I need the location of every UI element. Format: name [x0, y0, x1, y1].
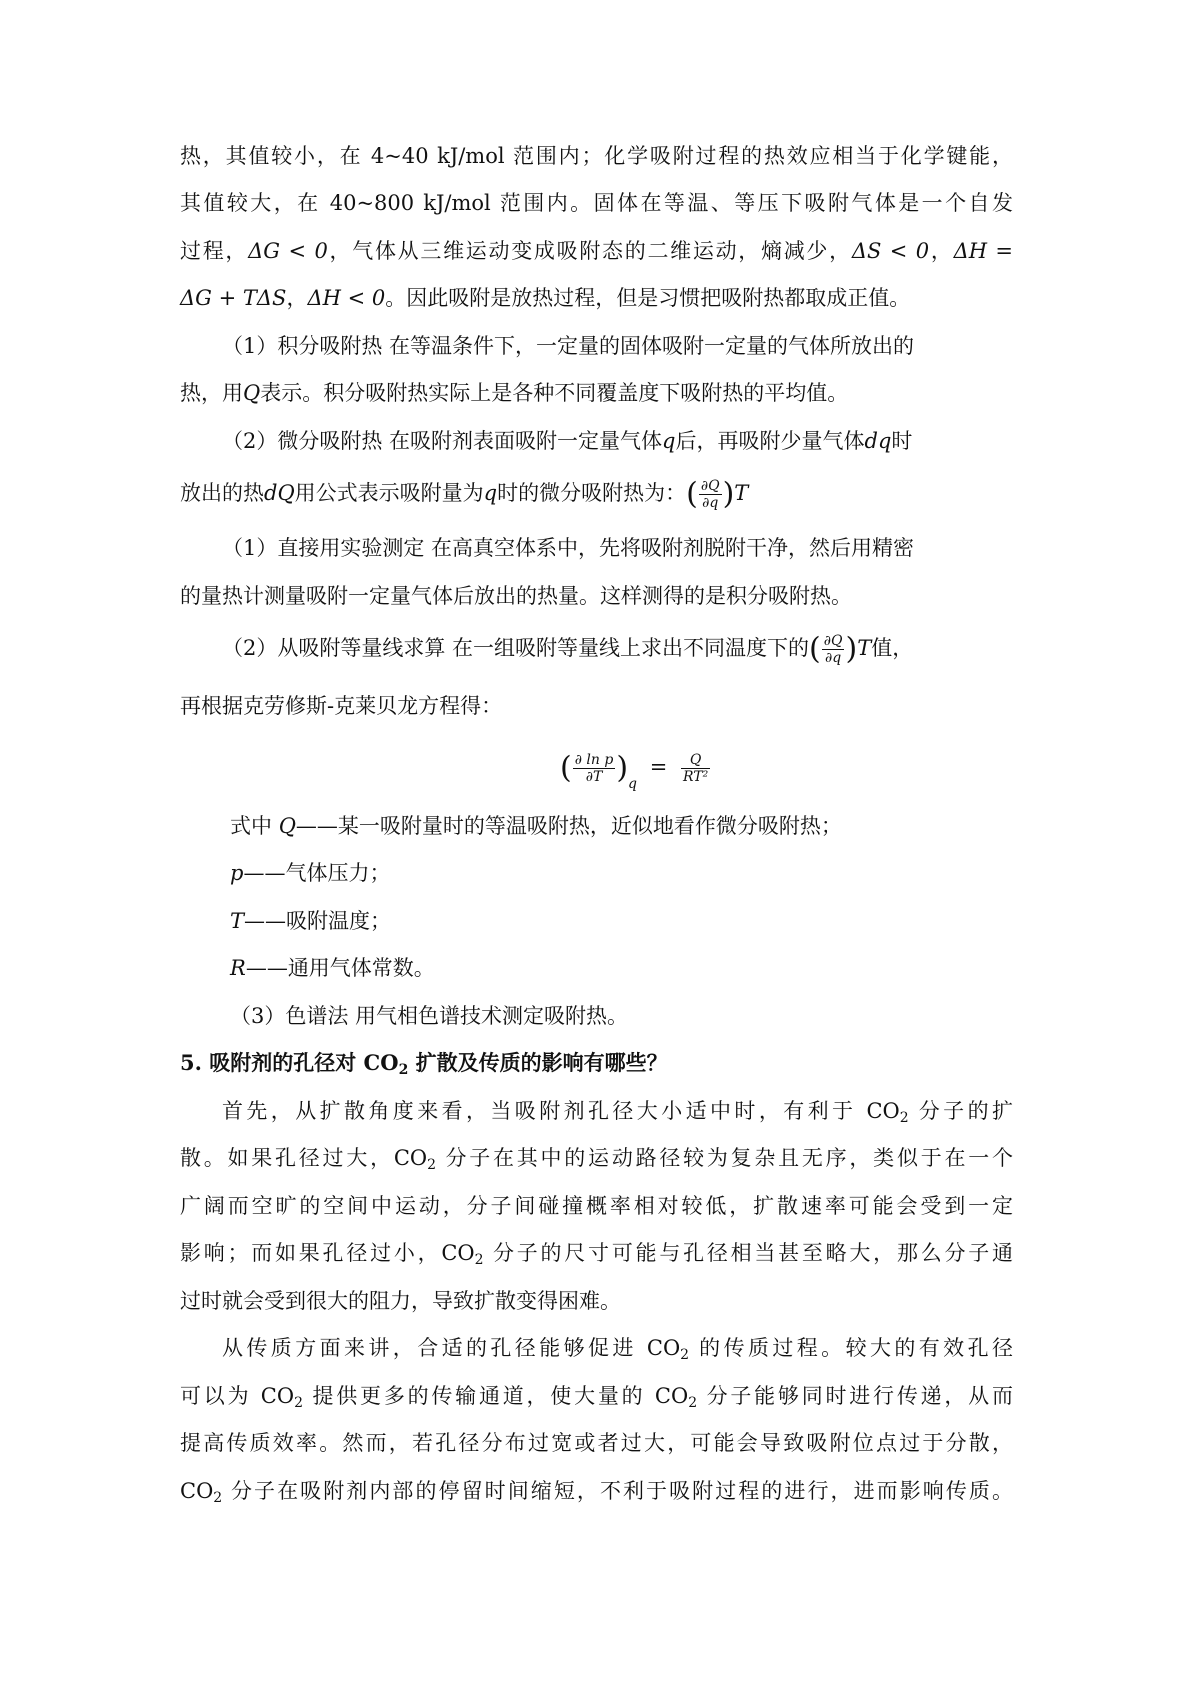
- text-span: ，气体从三维运动变成吸附态的二维运动，熵减少，: [327, 239, 852, 263]
- text-span: 过程，: [180, 239, 249, 263]
- text-line: [222, 425, 1013, 457]
- math-fraction: [573, 752, 616, 785]
- text-line: [180, 1380, 1013, 1412]
- math-inline: dq: [864, 429, 892, 453]
- text-span: 5. 吸附剂的孔径对 CO: [180, 1050, 399, 1075]
- text-span: 分子的扩: [908, 1099, 1013, 1123]
- text-span: （2）微分吸附热 在吸附剂表面吸附一定量气体: [222, 429, 663, 453]
- text-line: [230, 857, 1013, 889]
- text-span: 表示。积分吸附热实际上是各种不同覆盖度下吸附热的平均值。: [260, 381, 849, 405]
- text-span: 分子在其中的运动路径较为复杂且无序，类似于在一个: [436, 1146, 1013, 1170]
- text-span: ，: [286, 286, 308, 310]
- text-line: [230, 905, 1013, 937]
- math-inline: dQ: [264, 481, 295, 505]
- text-span: 热，用: [180, 381, 243, 405]
- subscript: 2: [294, 1395, 304, 1411]
- text-span: （3）色谱法 用气相色谱技术测定吸附热。: [230, 1004, 629, 1028]
- text-span: 可以为 CO: [180, 1384, 295, 1408]
- text-span: 。因此吸附是放热过程，但是习惯把吸附热都取成正值。: [385, 286, 911, 310]
- text-span: 其值较大，在 40~800 kJ/mol 范围内。固体在等温、等压下吸附气体是一个自发: [180, 191, 1013, 215]
- text-span: 再根据克劳修斯-克莱贝龙方程得：: [180, 694, 503, 718]
- text-span: 热，其值较小，在 4~40 kJ/mol 范围内；化学吸附过程的热效应相当于化学键能，: [180, 144, 1013, 168]
- text-span: ——某一吸附量时的等温吸附热，近似地看作微分吸附热；: [295, 814, 842, 838]
- text-line: [180, 235, 1013, 267]
- text-span: ——吸附温度；: [244, 909, 392, 933]
- fraction-numerator: ∂ ln p: [574, 752, 614, 768]
- math-inline: R: [230, 956, 246, 980]
- text-span: 散。如果孔径过大，CO: [180, 1146, 428, 1170]
- paren-left: (: [809, 631, 821, 667]
- text-line: [180, 282, 1013, 314]
- text-line: [180, 140, 1013, 172]
- text-span: 影响；而如果孔径过小，CO: [180, 1241, 475, 1265]
- text-span: 值，: [871, 636, 914, 660]
- math-inline: T: [230, 909, 245, 933]
- text-span: 提高传质效率。然而，若孔径分布过宽或者过大，可能会导致吸附位点过于分散，: [180, 1431, 1013, 1455]
- math-inline: p: [230, 861, 244, 885]
- math-inline: T: [857, 636, 872, 660]
- text-line: [180, 187, 1013, 219]
- text-line: [222, 330, 1013, 362]
- fraction-denominator: ∂T: [585, 769, 603, 785]
- text-span: 时的微分吸附热为：: [497, 481, 687, 505]
- text-line: [180, 1190, 1013, 1222]
- fraction-denominator: ∂q: [825, 650, 842, 666]
- subscript: 2: [398, 1062, 409, 1078]
- text-span: 扩散及传质的影响有哪些？: [408, 1050, 668, 1075]
- math-inline: ΔS < 0: [851, 239, 930, 263]
- math-inline: q: [483, 481, 498, 505]
- paren-right: ): [616, 750, 629, 786]
- text-span: 分子的尺寸可能与孔径相当甚至略大，那么分子通: [483, 1241, 1013, 1265]
- clausius-clapeyron-equation: [560, 752, 760, 792]
- math-inline: T: [734, 481, 749, 505]
- text-span: 式中: [230, 814, 279, 838]
- paren-left: (: [686, 476, 698, 512]
- text-span: 用公式表示吸附量为: [294, 481, 484, 505]
- text-line: [180, 690, 1013, 722]
- section-heading: [180, 1047, 1013, 1079]
- text-span: （2）从吸附等量线求算 在一组吸附等量线上求出不同温度下的: [222, 636, 810, 660]
- text-line: [222, 1095, 1013, 1127]
- text-span: 后，再吸附少量气体: [675, 429, 865, 453]
- text-line: [222, 632, 1013, 666]
- text-span: 首先，从扩散角度来看，当吸附剂孔径大小适中时，有利于 CO: [222, 1099, 900, 1123]
- subscript: 2: [688, 1395, 698, 1411]
- text-span: 广阔而空旷的空间中运动，分子间碰撞概率相对较低，扩散速率可能会受到一定: [180, 1194, 1013, 1218]
- fraction-denominator: RT²: [683, 769, 709, 785]
- paren-right: ): [722, 476, 735, 512]
- paren-right: ): [845, 631, 858, 667]
- text-line: [180, 377, 1013, 409]
- text-span: 的量热计测量吸附一定量气体后放出的热量。这样测得的是积分吸附热。: [180, 584, 852, 608]
- fraction-numerator: ∂Q: [823, 633, 843, 649]
- subscript: q: [628, 776, 638, 792]
- math-inline: ΔG + TΔS: [180, 286, 287, 310]
- subscript: 2: [680, 1347, 690, 1363]
- math-inline: Q: [278, 814, 296, 838]
- text-span: CO: [180, 1479, 214, 1503]
- text-line: [180, 580, 1013, 612]
- text-span: 时: [891, 429, 913, 453]
- text-line: [180, 1285, 1013, 1317]
- text-span: ——通用气体常数。: [245, 956, 435, 980]
- text-line: [180, 1142, 1013, 1174]
- text-line: [180, 477, 1013, 511]
- math-inline: ΔG < 0: [248, 239, 328, 263]
- subscript: 2: [213, 1490, 223, 1506]
- text-line: [222, 1332, 1013, 1364]
- text-span: 放出的热: [180, 481, 264, 505]
- text-span: （1）直接用实验测定 在高真空体系中，先将吸附剂脱附干净，然后用精密: [222, 536, 915, 560]
- text-line: [222, 532, 1013, 564]
- text-span: 从传质方面来讲，合适的孔径能够促进 CO: [222, 1336, 681, 1360]
- text-line: [230, 810, 1013, 842]
- math-inline: Q: [243, 381, 261, 405]
- text-line: [230, 952, 1013, 984]
- text-line: [180, 1237, 1013, 1269]
- text-line: [180, 1475, 1013, 1507]
- text-line: [180, 1427, 1013, 1459]
- math-fraction: [822, 633, 845, 666]
- subscript: 2: [427, 1157, 437, 1173]
- math-inline: ΔH =: [953, 239, 1014, 263]
- math-inline: q: [662, 429, 676, 453]
- text-span: 分子在吸附剂内部的停留时间缩短，不利于吸附过程的进行，进而影响传质。: [222, 1479, 1013, 1503]
- paren-left: (: [560, 750, 572, 786]
- text-span: 的传质过程。较大的有效孔径: [689, 1336, 1013, 1360]
- text-span: ——气体压力；: [243, 861, 391, 885]
- equals-sign: =: [649, 755, 668, 779]
- math-fraction: [699, 478, 722, 511]
- subscript: 2: [899, 1110, 909, 1126]
- text-span: ，: [929, 239, 954, 263]
- text-span: 提供更多的传输通道，使大量的 CO: [303, 1384, 689, 1408]
- text-span: 分子能够同时进行传递，从而: [697, 1384, 1013, 1408]
- fraction-denominator: ∂q: [702, 495, 719, 511]
- subscript: 2: [474, 1252, 484, 1268]
- text-span: 过时就会受到很大的阻力，导致扩散变得困难。: [180, 1289, 621, 1313]
- math-fraction: [681, 752, 710, 785]
- fraction-numerator: ∂Q: [700, 478, 720, 494]
- fraction-numerator: Q: [681, 752, 710, 769]
- math-inline: ΔH < 0: [307, 286, 386, 310]
- text-line: [230, 1000, 1013, 1032]
- text-span: （1）积分吸附热 在等温条件下，一定量的固体吸附一定量的气体所放出的: [222, 334, 915, 358]
